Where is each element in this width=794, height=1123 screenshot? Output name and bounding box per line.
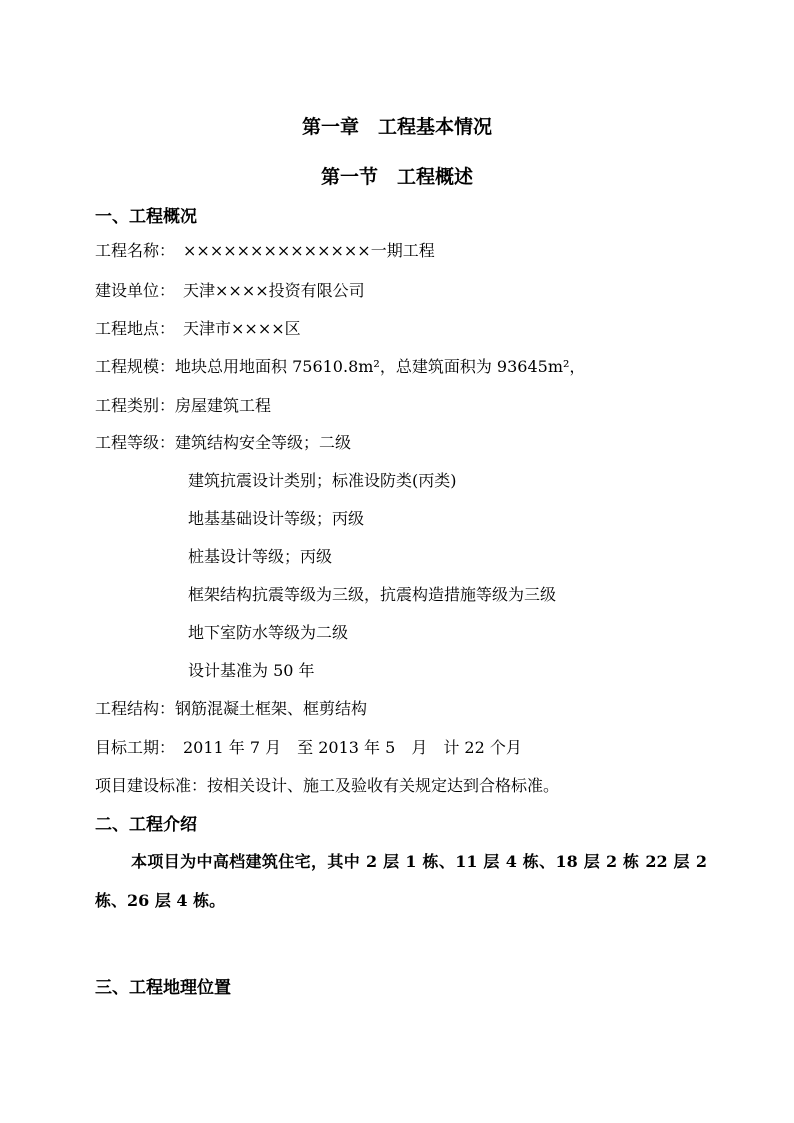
grade-item: 设计基准为 50 年 [188,661,315,680]
field-grade: 工程等级：建筑结构安全等级；二级 [95,433,352,452]
section-title: 第一节 工程概述 [320,166,473,188]
field-category: 工程类别：房屋建筑工程 [95,396,272,415]
field-standard: 项目建设标准：按相关设计、施工及验收有关规定达到合格标准。 [95,776,560,795]
grade-item: 框架结构抗震等级为三级，抗震构造措施等级为三级 [188,585,557,604]
grade-item: 地基基础设计等级；丙级 [188,509,365,528]
intro-paragraph: 本项目为中高档建筑住宅，其中 2 层 1 栋、11 层 4 栋、18 层 2 栋 22 层 2 栋、26 层 4 栋。 [95,852,707,910]
heading-location: 三、工程地理位置 [95,978,231,998]
field-owner: 建设单位： 天津××××投资有限公司 [95,281,365,300]
grade-item: 建筑抗震设计类别；标准设防类(丙类) [188,471,457,490]
field-scale: 工程规模：地块总用地面积 75610.8m²，总建筑面积为 93645m²， [95,357,586,376]
chapter-title: 第一章 工程基本情况 [301,116,492,138]
field-project-name: 工程名称： ××××××××××××××一期工程 [95,241,435,260]
heading-overview: 一、工程概况 [95,207,197,227]
field-location: 工程地点： 天津市××××区 [95,319,301,338]
heading-introduction: 二、工程介绍 [95,815,197,835]
field-period: 目标工期： 2011 年 7 月 至 2013 年 5 月 计 22 个月 [95,738,522,757]
grade-item: 桩基设计等级；丙级 [188,547,333,566]
grade-item: 地下室防水等级为二级 [188,623,349,642]
field-structure: 工程结构：钢筋混凝土框架、框剪结构 [95,699,368,718]
